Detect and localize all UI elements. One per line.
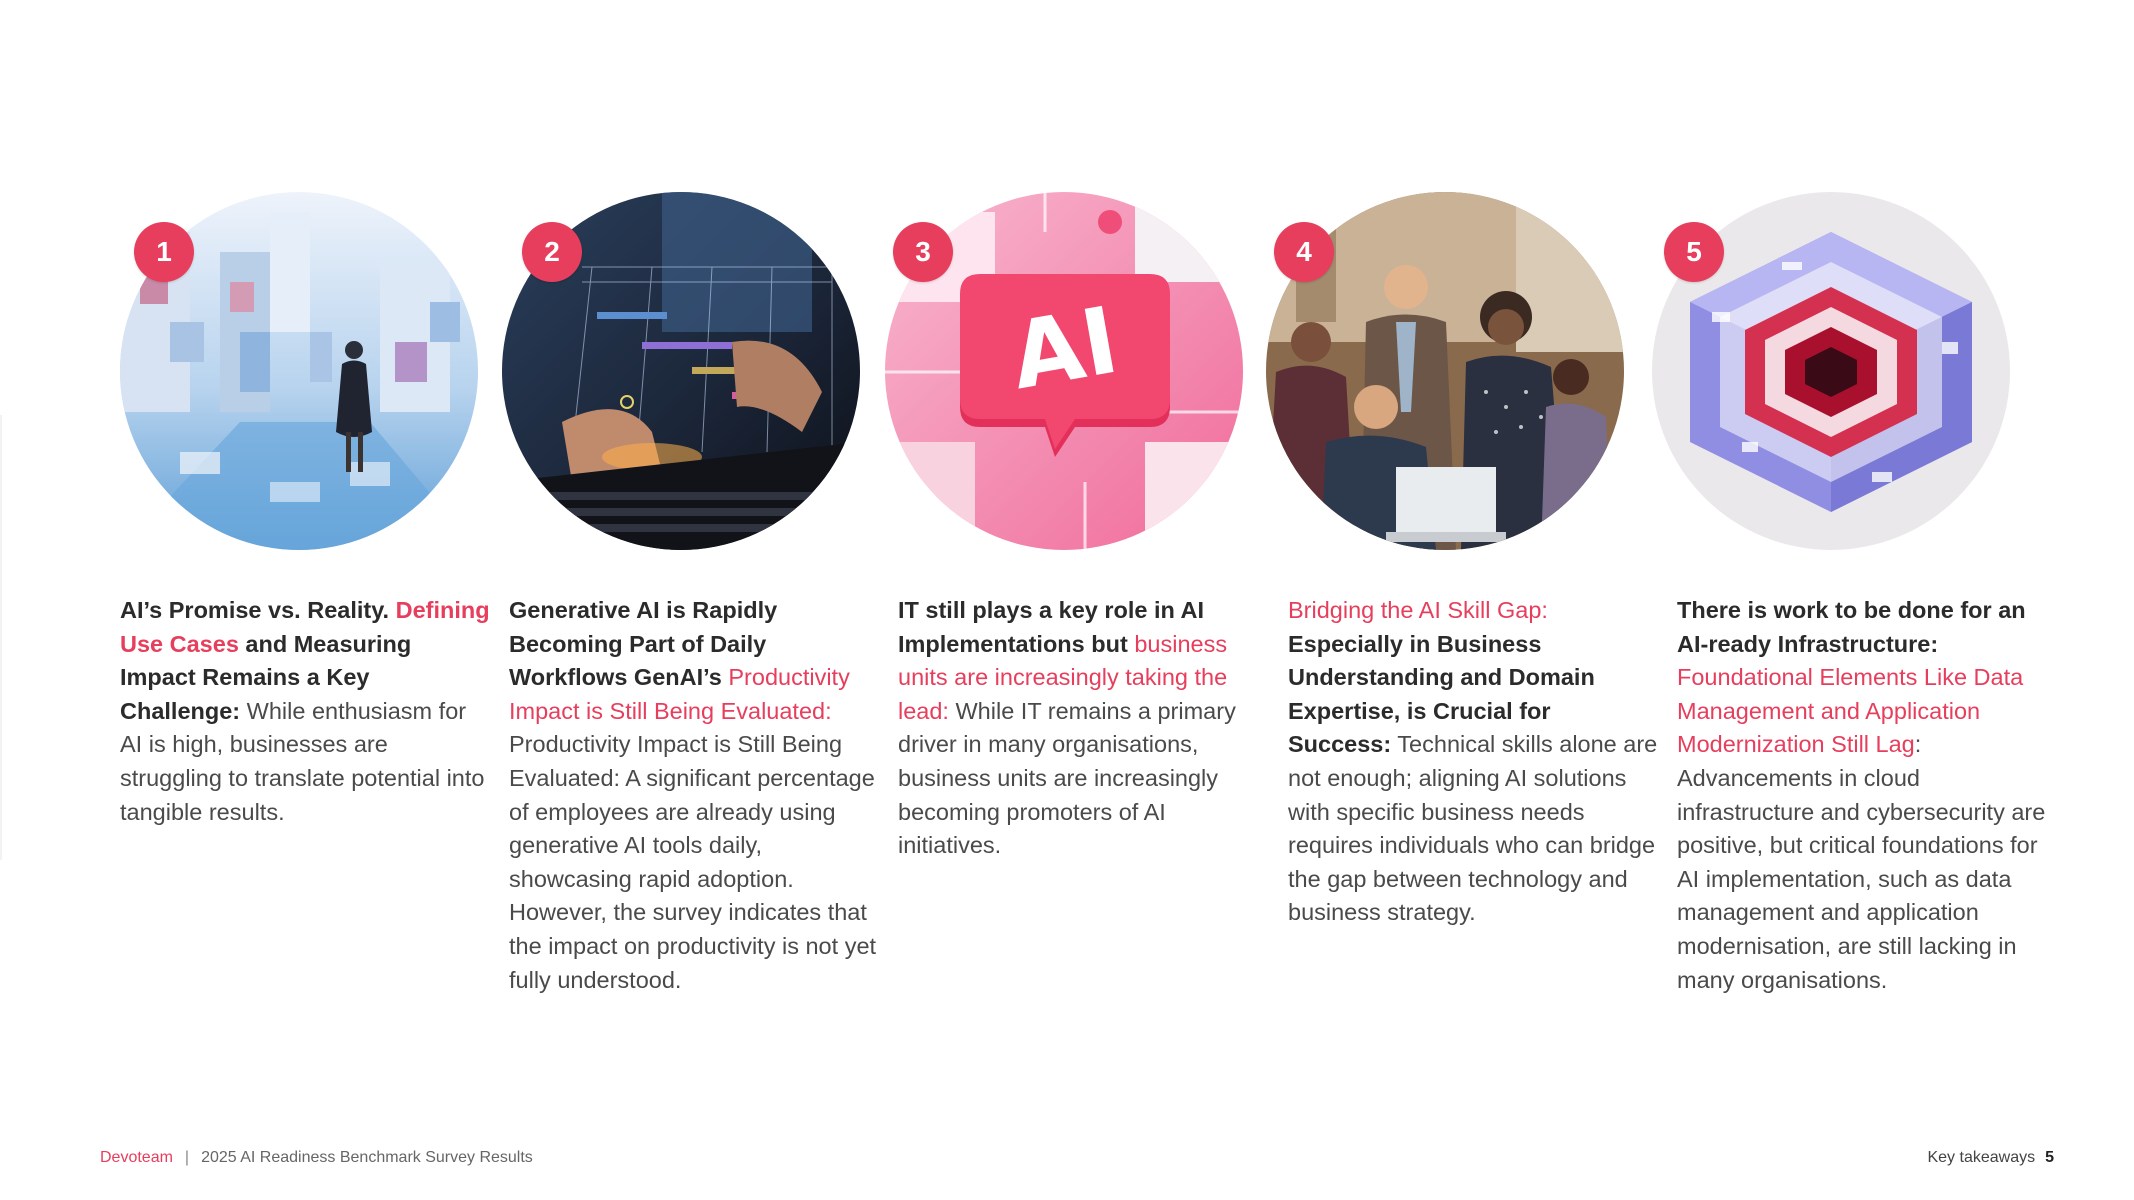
text-heading: and Measuring Impact Remains a Key Challenge: <box>120 630 412 724</box>
svg-text:AI: AI <box>1003 286 1126 411</box>
number-badge-4: 4 <box>1274 222 1334 282</box>
brand-name: Devoteam <box>100 1149 173 1166</box>
text-heading: There is work to be done for an AI-ready Infrastructure: <box>1677 597 2026 657</box>
text-body: Technical skills alone are not enough; aligning AI solutions with specific business needs requires individuals who can bridge the gap between technology and business strategy. <box>1288 731 1658 926</box>
page-number: 5 <box>2045 1149 2054 1166</box>
text-highlight: Foundational Elements Like Data Management and Application Modernization Still Lag <box>1677 664 2024 758</box>
takeaway-text-4 <box>1288 594 1660 930</box>
text-body: While IT remains a primary driver in many organisations, business units are increasingly becoming promoters of AI initiatives. <box>898 697 1236 859</box>
text-heading: AI’s Promise vs. Reality. <box>120 597 396 623</box>
number-badge-2: 2 <box>522 222 582 282</box>
takeaway-text-2 <box>509 594 881 997</box>
text-highlight: Bridging the AI Skill Gap: <box>1288 597 1548 623</box>
text-body: Productivity Impact is Still Being Evaluated: A significant percentage of employees are already using generative AI tools daily, showcasing rapid adoption. However, the survey indicates that the impact on productivity is not yet fully understood. <box>509 731 877 993</box>
text-body: : Advancements in cloud infrastructure and cybersecurity are positive, but critical foundations for AI implementation, such as data management and application modernisation, are still lacking in many organisations. <box>1677 731 2046 993</box>
takeaway-text-5 <box>1677 594 2049 997</box>
footer-separator: | <box>184 1149 190 1166</box>
number-badge-3: 3 <box>893 222 953 282</box>
footer-right <box>1927 1149 2054 1167</box>
takeaway-text-1 <box>120 594 492 829</box>
text-highlight: business units are increasingly taking the lead: <box>898 630 1228 724</box>
text-highlight: Productivity Impact is Still Being Evaluated: <box>509 664 850 724</box>
text-highlight: Defining Use Cases <box>120 597 490 657</box>
number-badge-1: 1 <box>134 222 194 282</box>
takeaway-text-3 <box>898 594 1270 863</box>
document-title: 2025 AI Readiness Benchmark Survey Results <box>201 1149 533 1166</box>
text-heading: Generative AI is Rapidly Becoming Part of Daily Workflows GenAI’s <box>509 597 778 691</box>
footer-left <box>100 1149 533 1167</box>
number-badge-5: 5 <box>1664 222 1724 282</box>
text-heading: IT still plays a key role in AI Implementations but <box>898 597 1205 657</box>
text-body: While enthusiasm for AI is high, businesses are struggling to translate potential into tangible results. <box>120 697 485 825</box>
text-heading: Especially in Business Understanding and Domain Expertise, is Crucial for Success: <box>1288 630 1595 758</box>
section-name: Key takeaways <box>1927 1149 2036 1166</box>
